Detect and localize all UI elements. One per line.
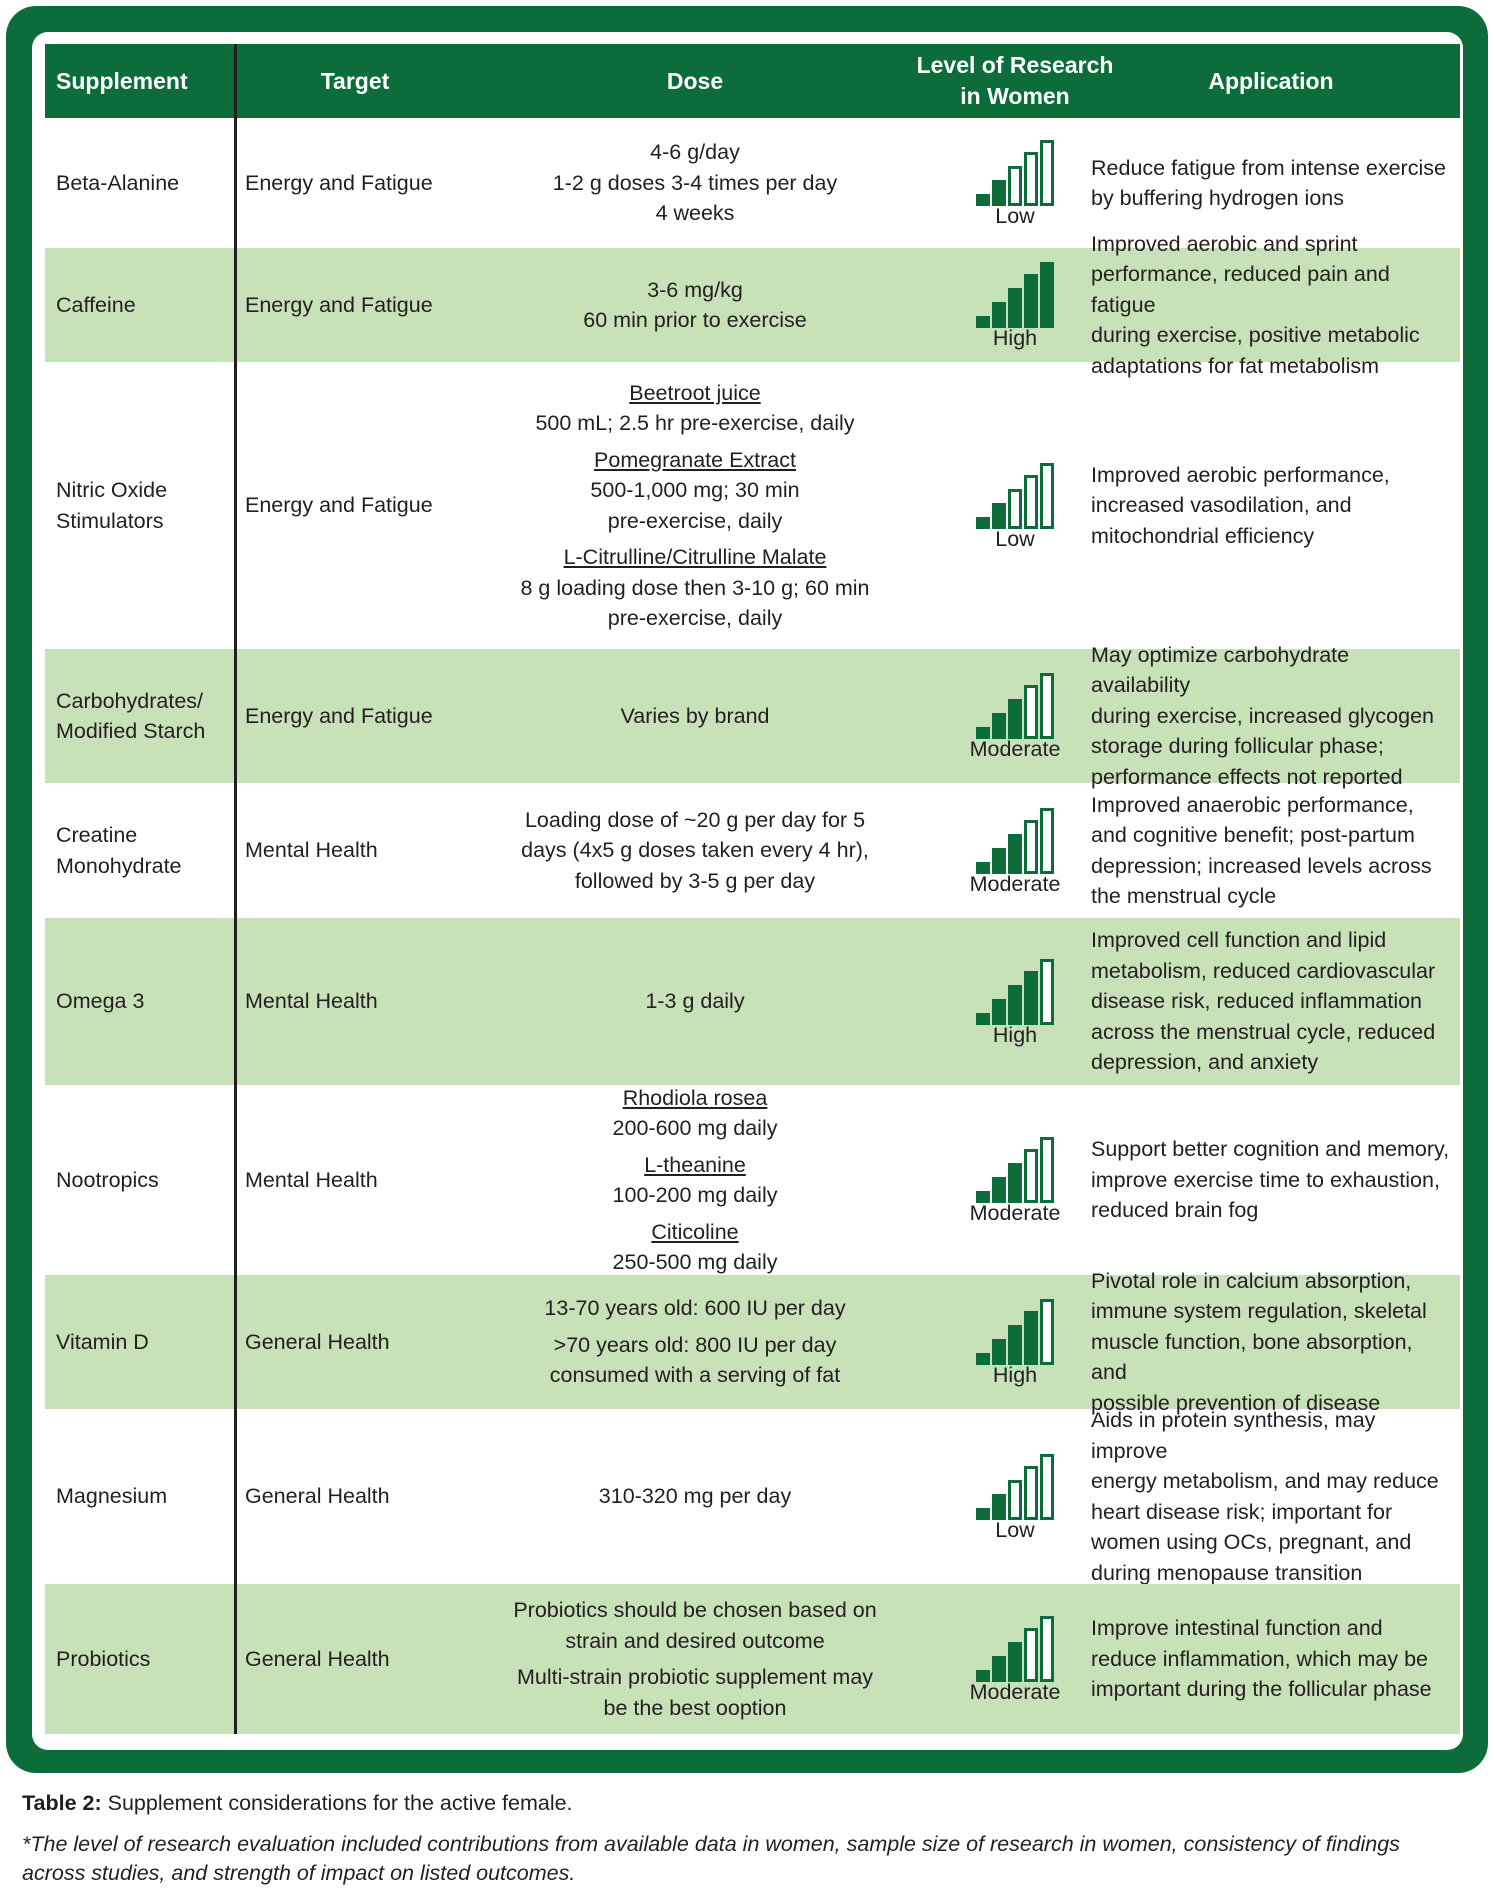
target-cell — [245, 649, 465, 783]
table-header — [45, 44, 1460, 118]
signal-bar — [1026, 1630, 1037, 1681]
application-cell — [1091, 1268, 1451, 1415]
application-line: immune system regulation, skeletal — [1091, 1299, 1427, 1324]
signal-bar — [978, 196, 989, 205]
dose-line: 13-70 years old: 600 IU per day — [544, 1296, 846, 1321]
supplement-cell — [56, 1409, 226, 1584]
dose-line: consumed with a serving of fat — [549, 1363, 841, 1388]
application-line: depression, and anxiety — [1091, 1050, 1319, 1075]
supplement-cell — [56, 248, 226, 362]
signal-bar — [1042, 1455, 1053, 1518]
caption-label: Table 2: — [22, 1791, 102, 1815]
research-level-cell — [915, 362, 1115, 649]
target-text: Energy and Fatigue — [245, 170, 433, 195]
target-text: General Health — [245, 1484, 390, 1509]
dose-group — [550, 1330, 840, 1391]
target-cell — [245, 248, 465, 362]
signal-bar — [1010, 1481, 1021, 1518]
signal-bars-icon — [975, 1135, 1055, 1203]
supplement-name-line: Creatine — [56, 823, 138, 847]
dose-group — [520, 542, 869, 634]
target-text: Energy and Fatigue — [245, 292, 433, 317]
signal-bar — [1042, 675, 1053, 738]
header-level — [915, 44, 1115, 118]
signal-bar — [994, 1658, 1005, 1681]
signal-bar — [1026, 1313, 1037, 1364]
signal-bar — [978, 1355, 989, 1364]
signal-bar — [1010, 1327, 1021, 1364]
dose-group — [517, 1662, 873, 1723]
supplement-name-line: Nootropics — [56, 1167, 159, 1192]
dose-line: followed by 3-5 g per day — [574, 868, 816, 893]
supplement-cell — [56, 1584, 226, 1734]
supplement-name-line: Modified Starch — [56, 719, 206, 743]
application-cell — [1091, 231, 1451, 378]
research-level-label: Low — [995, 204, 1035, 228]
supplement-name-line: Omega 3 — [56, 989, 145, 1014]
target-cell — [245, 1584, 465, 1734]
application-cell — [1091, 1409, 1451, 1584]
research-level-cell — [915, 1584, 1115, 1734]
supplement-cell — [56, 1085, 226, 1275]
application-cell — [1091, 918, 1451, 1085]
application-line: Reduce fatigue from intense exercise — [1091, 155, 1446, 180]
signal-bar — [978, 1509, 989, 1518]
target-text: General Health — [245, 1646, 390, 1671]
dose-line: 3-6 mg/kg — [647, 277, 743, 302]
supplement-name-line: Carbohydrates/ — [56, 688, 203, 713]
dose-line: 60 min prior to exercise — [583, 308, 807, 332]
target-text: Mental Health — [245, 1167, 378, 1192]
application-line: reduced brain fog — [1091, 1198, 1259, 1223]
supplement-name-line: Magnesium — [56, 1484, 168, 1509]
dose-group — [544, 1293, 845, 1324]
research-level-label: Moderate — [969, 1201, 1061, 1225]
signal-bar — [1010, 1644, 1021, 1681]
supplement-cell — [56, 649, 226, 783]
dose-cell — [465, 362, 925, 649]
research-level-label: Moderate — [969, 737, 1061, 761]
dose-line: pre-exercise, daily — [607, 508, 783, 533]
header-level-line1: Level of Research — [916, 52, 1114, 78]
application-line: storage during follicular phase; — [1091, 734, 1384, 759]
target-text: Mental Health — [245, 989, 378, 1014]
target-cell — [245, 1275, 465, 1409]
application-line: adaptations for fat metabolism — [1091, 353, 1380, 378]
research-level-label: Low — [995, 1517, 1035, 1542]
dose-group — [590, 445, 799, 537]
signal-bar — [1042, 809, 1053, 872]
application-line: metabolism, reduced cardiovascular — [1091, 958, 1436, 983]
signal-bar — [994, 504, 1005, 527]
application-line: during exercise, increased glycogen — [1091, 703, 1435, 728]
research-level-cell — [915, 118, 1115, 248]
dose-line: Varies by brand — [620, 703, 770, 728]
signal-bars-icon — [975, 1452, 1055, 1520]
application-line: women using OCs, pregnant, and — [1091, 1530, 1412, 1554]
table-row — [45, 642, 1460, 789]
signal-bar — [994, 715, 1005, 738]
application-cell — [1091, 1584, 1451, 1734]
signal-bar — [1010, 835, 1021, 872]
supplement-name-line: Beta-Alanine — [56, 170, 180, 195]
dose-heading: Beetroot juice — [629, 380, 761, 405]
dose-line: strain and desired outcome — [565, 1628, 825, 1653]
dose-group — [553, 137, 837, 229]
dose-line: 250-500 mg daily — [612, 1250, 778, 1274]
application-line: the menstrual cycle — [1091, 884, 1277, 908]
signal-bar — [1026, 1151, 1037, 1202]
dose-group — [645, 986, 744, 1017]
dose-cell — [465, 918, 925, 1085]
supplement-cell — [56, 1275, 226, 1409]
application-line: depression; increased levels across — [1091, 853, 1432, 878]
footnote: *The level of research evaluation included contributions from available data in women, sample size of research in women, consistency of findings across studies, and strength of impact on listed outcomes. — [22, 1832, 1400, 1885]
target-text: Mental Health — [245, 838, 378, 863]
signal-bars-icon — [975, 1297, 1055, 1365]
research-level-label: High — [992, 1022, 1038, 1047]
target-cell — [245, 918, 465, 1085]
target-cell — [245, 1409, 465, 1584]
dose-line: 4 weeks — [655, 201, 735, 226]
signal-bar — [978, 318, 989, 327]
application-line: during exercise, positive metabolic — [1091, 323, 1420, 348]
target-cell — [245, 783, 465, 918]
application-line: possible prevention of disease — [1091, 1390, 1381, 1415]
signal-bars-icon — [975, 957, 1055, 1025]
application-line: and cognitive benefit; post-partum — [1091, 823, 1415, 847]
application-line: Improve intestinal function and — [1091, 1616, 1383, 1641]
research-level-cell — [915, 1085, 1115, 1275]
signal-bar — [1026, 687, 1037, 738]
dose-heading: L-theanine — [644, 1152, 746, 1177]
signal-bar — [1042, 464, 1053, 527]
dose-line: 1-3 g daily — [645, 989, 745, 1014]
dose-heading: L-Citrulline/Citrulline Malate — [563, 545, 827, 569]
supplement-cell — [56, 362, 226, 649]
research-level-label: High — [992, 326, 1038, 350]
header-level-line2: in Women — [960, 83, 1070, 109]
caption-text: Supplement considerations for the active female. — [101, 1791, 573, 1815]
application-cell — [1091, 1085, 1451, 1275]
signal-bar — [1026, 276, 1037, 327]
application-cell — [1091, 642, 1451, 789]
signal-bars-icon — [975, 671, 1055, 739]
supplement-cell — [56, 783, 226, 918]
header-dose: Dose — [666, 67, 724, 94]
table-row — [45, 918, 1460, 1085]
signal-bar — [994, 1495, 1005, 1518]
signal-bars-icon — [975, 138, 1055, 206]
research-level-cell — [915, 248, 1115, 362]
supplement-name-line: Caffeine — [56, 292, 136, 317]
dose-cell — [465, 118, 925, 248]
research-level-cell — [915, 649, 1115, 783]
supplement-name-line: Monohydrate — [56, 853, 182, 878]
dose-line: Multi-strain probiotic supplement may — [516, 1665, 874, 1689]
signal-bars-icon — [975, 1614, 1055, 1682]
header-supplement: Supplement — [56, 67, 188, 94]
supplement-cell — [56, 918, 226, 1085]
research-level-label: Moderate — [969, 1680, 1061, 1704]
signal-bar — [1042, 1618, 1053, 1681]
signal-bar — [1010, 1165, 1021, 1202]
table-row — [45, 231, 1460, 378]
supplement-table — [45, 44, 1460, 1734]
table-row — [45, 1584, 1460, 1734]
signal-bar — [1026, 154, 1037, 205]
dose-group — [513, 1595, 876, 1656]
signal-bar — [1042, 960, 1053, 1023]
dose-group — [613, 1150, 778, 1211]
signal-bar — [994, 1000, 1005, 1023]
dose-cell — [465, 783, 925, 918]
application-line: improve exercise time to exhaustion, — [1091, 1167, 1440, 1192]
dose-cell — [465, 1085, 925, 1275]
target-text: Energy and Fatigue — [245, 703, 433, 728]
supplement-name-line: Vitamin D — [56, 1329, 149, 1354]
target-text: General Health — [245, 1329, 390, 1354]
signal-bar — [1042, 142, 1053, 205]
signal-bars-icon — [975, 806, 1055, 874]
signal-bar — [1010, 701, 1021, 738]
application-line: reduce inflammation, which may be — [1091, 1646, 1428, 1671]
application-line: muscle function, bone absorption, and — [1091, 1329, 1413, 1385]
table-row — [45, 1085, 1460, 1275]
table-caption — [22, 1788, 1472, 1818]
dose-line: 310-320 mg per day — [598, 1484, 792, 1509]
signal-bar — [1026, 821, 1037, 872]
research-level-cell — [915, 783, 1115, 918]
dose-heading: Citicoline — [651, 1219, 739, 1244]
application-line: energy metabolism, and may reduce — [1091, 1469, 1439, 1493]
signal-bar — [1026, 1467, 1037, 1518]
research-level-label: Low — [995, 526, 1035, 551]
dose-cell — [465, 649, 925, 783]
signal-bar — [978, 1014, 989, 1023]
application-cell — [1091, 783, 1451, 918]
table-row — [45, 362, 1460, 649]
research-level-label: High — [992, 1363, 1038, 1387]
signal-bar — [994, 849, 1005, 872]
application-line: disease risk, reduced inflammation — [1091, 989, 1423, 1014]
target-cell — [245, 362, 465, 649]
signal-bars-icon — [975, 461, 1055, 529]
application-line: performance, reduced pain and fatigue — [1091, 262, 1390, 317]
research-level-cell — [915, 1275, 1115, 1409]
header-application: Application — [1208, 67, 1334, 94]
supplement-cell — [56, 118, 226, 248]
dose-group — [621, 701, 770, 732]
dose-cell — [465, 1584, 925, 1734]
signal-bar — [1042, 1301, 1053, 1364]
dose-line: days (4x5 g doses taken every 4 hr), — [521, 838, 869, 863]
dose-cell — [465, 1275, 925, 1409]
header-target: Target — [320, 67, 390, 94]
signal-bars-icon — [975, 260, 1055, 328]
dose-cell — [465, 1409, 925, 1584]
dose-line: 4-6 g/day — [650, 140, 740, 165]
application-line: Aids in protein synthesis, may improve — [1091, 1408, 1376, 1463]
dose-group — [535, 378, 854, 439]
application-line: performance effects not reported — [1091, 764, 1403, 789]
signal-bar — [1010, 986, 1021, 1023]
application-line: Pivotal role in calcium absorption, — [1091, 1268, 1412, 1293]
target-text: Energy and Fatigue — [245, 493, 433, 518]
target-cell — [245, 1085, 465, 1275]
signal-bar — [1010, 290, 1021, 327]
application-line: important during the follicular phase — [1091, 1677, 1432, 1702]
table-row — [45, 1268, 1460, 1415]
application-line: across the menstrual cycle, reduced — [1091, 1019, 1436, 1044]
dose-line: pre-exercise, daily — [607, 606, 783, 630]
dose-heading: Rhodiola rosea — [622, 1085, 768, 1110]
application-line: Improved aerobic and sprint — [1091, 231, 1358, 256]
application-line: by buffering hydrogen ions — [1091, 186, 1345, 210]
dose-group — [583, 275, 806, 336]
application-cell — [1091, 362, 1451, 649]
research-level-cell — [915, 918, 1115, 1085]
signal-bar — [994, 182, 1005, 205]
application-line: May optimize carbohydrate availability — [1091, 642, 1350, 698]
dose-cell — [465, 248, 925, 362]
dose-line: Loading dose of ~20 g per day for 5 — [524, 807, 866, 832]
dose-group — [521, 805, 869, 897]
signal-bar — [1042, 264, 1053, 327]
signal-bar — [1010, 490, 1021, 527]
research-level-label: Moderate — [969, 871, 1061, 896]
dose-line: be the best ooption — [603, 1695, 787, 1720]
dose-line: Probiotics should be chosen based on — [513, 1598, 877, 1622]
research-level-cell — [915, 1409, 1115, 1584]
dose-group — [599, 1481, 791, 1512]
dose-line: 500 mL; 2.5 hr pre-exercise, daily — [535, 411, 855, 435]
column-divider — [234, 44, 237, 1734]
dose-line: 500-1,000 mg; 30 min — [590, 478, 800, 502]
dose-line: 100-200 mg daily — [612, 1183, 778, 1207]
application-line: increased vasodilation, and — [1091, 493, 1352, 518]
dose-group — [613, 1083, 778, 1144]
signal-bar — [1042, 1139, 1053, 1202]
signal-bar — [994, 304, 1005, 327]
dose-line: 8 g loading dose then 3-10 g; 60 min — [520, 575, 870, 600]
signal-bar — [1026, 476, 1037, 527]
dose-group — [613, 1217, 778, 1278]
table-row — [45, 1409, 1460, 1584]
signal-bar — [994, 1179, 1005, 1202]
signal-bar — [1010, 168, 1021, 205]
application-line: Improved aerobic performance, — [1091, 462, 1390, 487]
target-cell — [245, 118, 465, 248]
dose-heading: Pomegranate Extract — [594, 447, 796, 472]
supplement-name-line: Nitric Oxide — [56, 478, 168, 502]
application-line: Support better cognition and memory, — [1091, 1137, 1450, 1162]
supplement-name-line: Stimulators — [56, 508, 164, 533]
application-line: heart disease risk; important for — [1091, 1499, 1393, 1524]
signal-bar — [994, 1341, 1005, 1364]
dose-line: 200-600 mg daily — [612, 1116, 778, 1140]
application-line: Improved cell function and lipid — [1091, 928, 1387, 953]
dose-line: 1-2 g doses 3-4 times per day — [552, 170, 838, 195]
supplement-name-line: Probiotics — [56, 1646, 151, 1671]
application-line: mitochondrial efficiency — [1091, 523, 1315, 548]
signal-bar — [1026, 972, 1037, 1023]
application-line: Improved anaerobic performance, — [1091, 792, 1414, 817]
dose-line: >70 years old: 800 IU per day — [553, 1332, 837, 1357]
signal-bar — [978, 518, 989, 527]
application-line: during menopause transition — [1091, 1560, 1363, 1585]
table-row — [45, 783, 1460, 918]
